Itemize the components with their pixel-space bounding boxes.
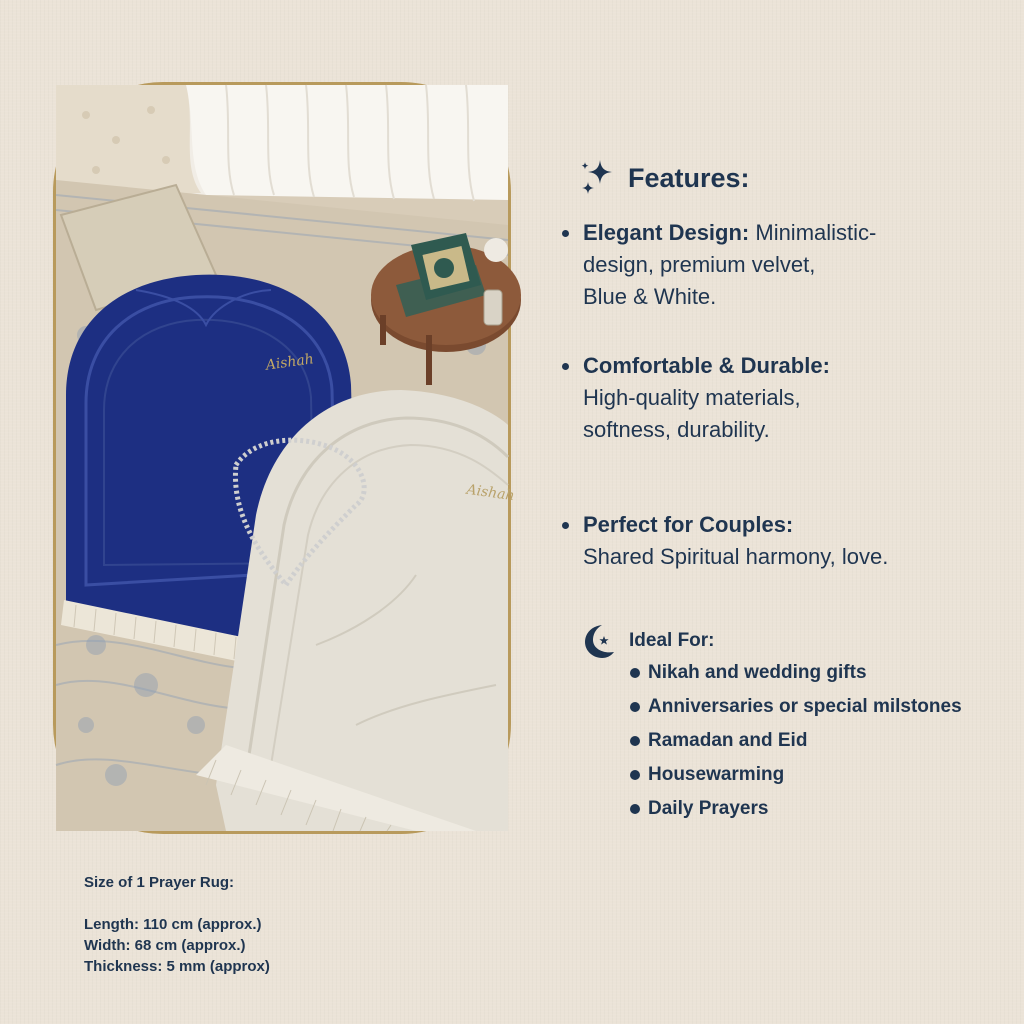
feature-label: Comfortable & Durable: <box>583 353 830 378</box>
ideal-for-item: Anniversaries or special milstones <box>648 696 962 717</box>
ideal-for-item: Nikah and wedding gifts <box>648 662 867 683</box>
white-rug-embroidery: Aishah <box>465 481 516 505</box>
feature-text: softness, durability. <box>583 417 770 442</box>
ideal-for-title: Ideal For: <box>629 630 715 651</box>
feature-text: design, premium velvet, <box>583 252 816 277</box>
features-heading <box>580 158 750 198</box>
bullet-icon <box>630 702 640 712</box>
size-width: Width: 68 cm (approx.) <box>84 937 246 954</box>
bullet-icon <box>630 770 640 780</box>
feature-text: High-quality materials, <box>583 385 801 410</box>
feature-label: Elegant Design: <box>583 220 750 245</box>
sparkle-icon <box>580 158 616 198</box>
list-item <box>630 656 962 690</box>
feature-label: Perfect for Couples: <box>583 512 794 537</box>
feature-text: Minimalistic- <box>749 220 877 245</box>
features-title: Features: <box>628 162 750 193</box>
feature-comfortable-durable <box>560 350 830 446</box>
ideal-for-item: Housewarming <box>648 764 785 785</box>
bullet-icon <box>562 522 569 529</box>
size-length: Length: 110 cm (approx.) <box>84 916 262 933</box>
bullet-icon <box>630 804 640 814</box>
size-title: Size of 1 Prayer Rug: <box>84 874 235 891</box>
prayer-rugs-illustration <box>56 85 516 831</box>
list-item <box>630 724 962 758</box>
feature-perfect-for-couples <box>560 509 888 573</box>
bullet-icon <box>562 363 569 370</box>
ideal-for-item: Ramadan and Eid <box>648 730 808 751</box>
crescent-moon-icon <box>582 622 616 660</box>
size-info <box>84 872 270 977</box>
size-thickness: Thickness: 5 mm (approx) <box>84 958 270 975</box>
feature-text: Shared Spiritual harmony, love. <box>583 544 889 569</box>
feature-elegant-design <box>560 217 876 313</box>
list-item <box>630 690 962 724</box>
ideal-for-list <box>630 656 962 826</box>
blue-rug-embroidery: Aishah <box>264 351 315 374</box>
feature-text: Blue & White. <box>583 284 717 309</box>
ideal-for-item: Daily Prayers <box>648 798 769 819</box>
list-item <box>630 758 962 792</box>
product-photo <box>53 82 516 834</box>
ideal-for-heading <box>582 622 715 660</box>
bullet-icon <box>562 230 569 237</box>
bullet-icon <box>630 668 640 678</box>
bullet-icon <box>630 736 640 746</box>
list-item <box>630 792 962 826</box>
